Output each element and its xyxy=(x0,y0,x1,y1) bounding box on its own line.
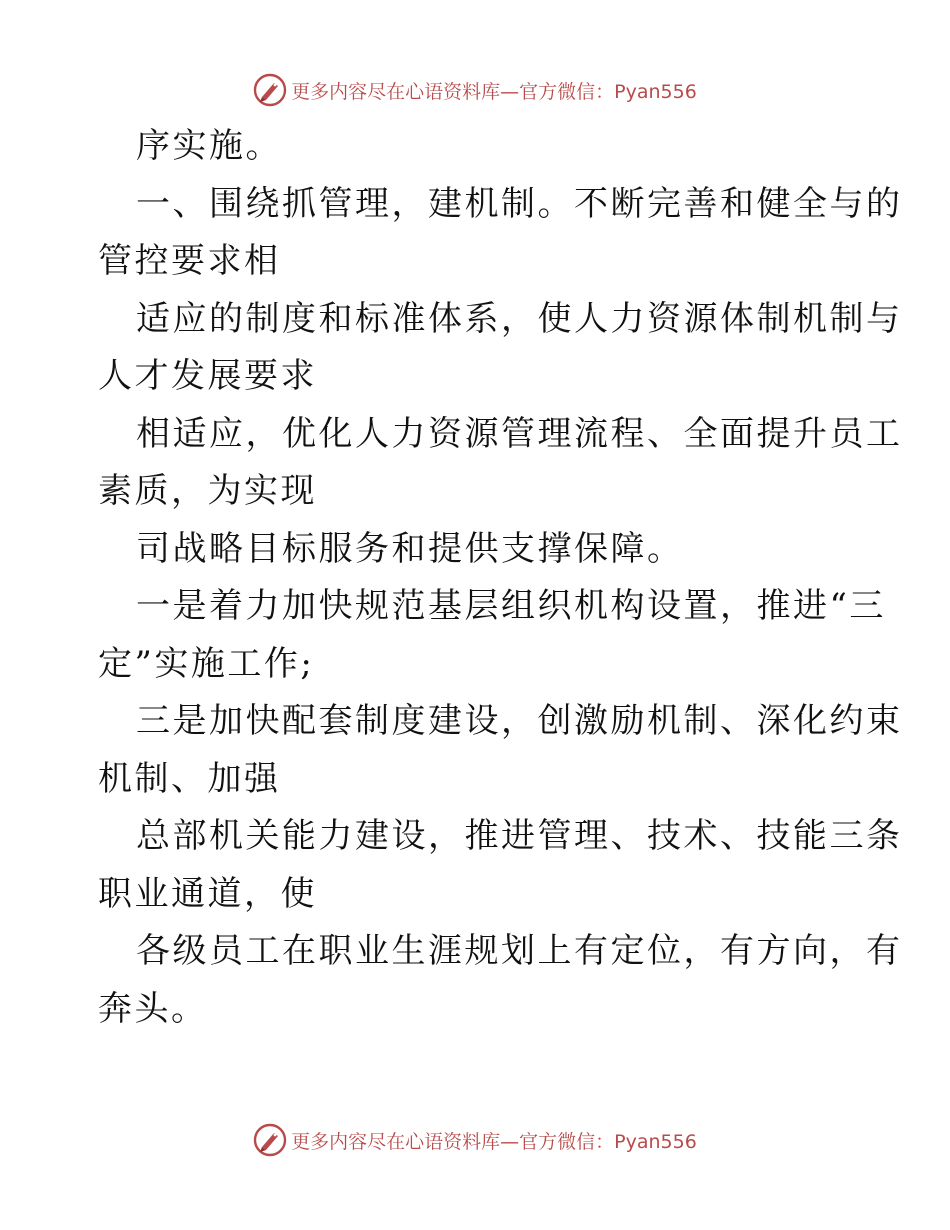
pen-nib-logo-icon xyxy=(253,1123,287,1157)
pen-nib-logo-icon xyxy=(253,73,287,107)
text-line: 序实施。 xyxy=(136,126,282,166)
text-line: 定”实施工作; xyxy=(98,643,315,684)
text-line: 三是加快配套制度建设，创激励机制、深化约束 xyxy=(136,701,903,741)
header-banner xyxy=(0,70,950,110)
document-body xyxy=(98,118,903,1038)
text-line: 机制、加强 xyxy=(98,758,281,799)
text-line: 素质，为实现 xyxy=(98,471,317,511)
header-banner-text: 更多内容尽在心语资料库—官方微信：Pyan556 xyxy=(291,80,697,103)
text-line: 各级员工在职业生涯规划上有定位，有方向，有 xyxy=(136,931,903,971)
text-line: 司战略目标服务和提供支撑保障。 xyxy=(136,528,684,569)
text-line: 一、围绕抓管理，建机制。不断完善和健全与的 xyxy=(136,183,903,224)
text-line: 一是着力加快规范基层组织机构设置，推进“三 xyxy=(136,586,886,626)
text-line: 总部机关能力建设，推进管理、技术、技能三条 xyxy=(136,816,903,856)
text-line: 奔头。 xyxy=(98,988,208,1029)
text-line: 职业通道，使 xyxy=(98,873,317,914)
text-line: 相适应，优化人力资源管理流程、全面提升员工 xyxy=(136,413,903,454)
text-line: 人才发展要求 xyxy=(98,356,317,396)
text-line: 适应的制度和标准体系，使人力资源体制机制与 xyxy=(136,298,903,339)
footer-banner xyxy=(0,1120,950,1160)
text-line: 管控要求相 xyxy=(98,241,281,281)
footer-banner-text: 更多内容尽在心语资料库—官方微信：Pyan556 xyxy=(291,1130,697,1153)
